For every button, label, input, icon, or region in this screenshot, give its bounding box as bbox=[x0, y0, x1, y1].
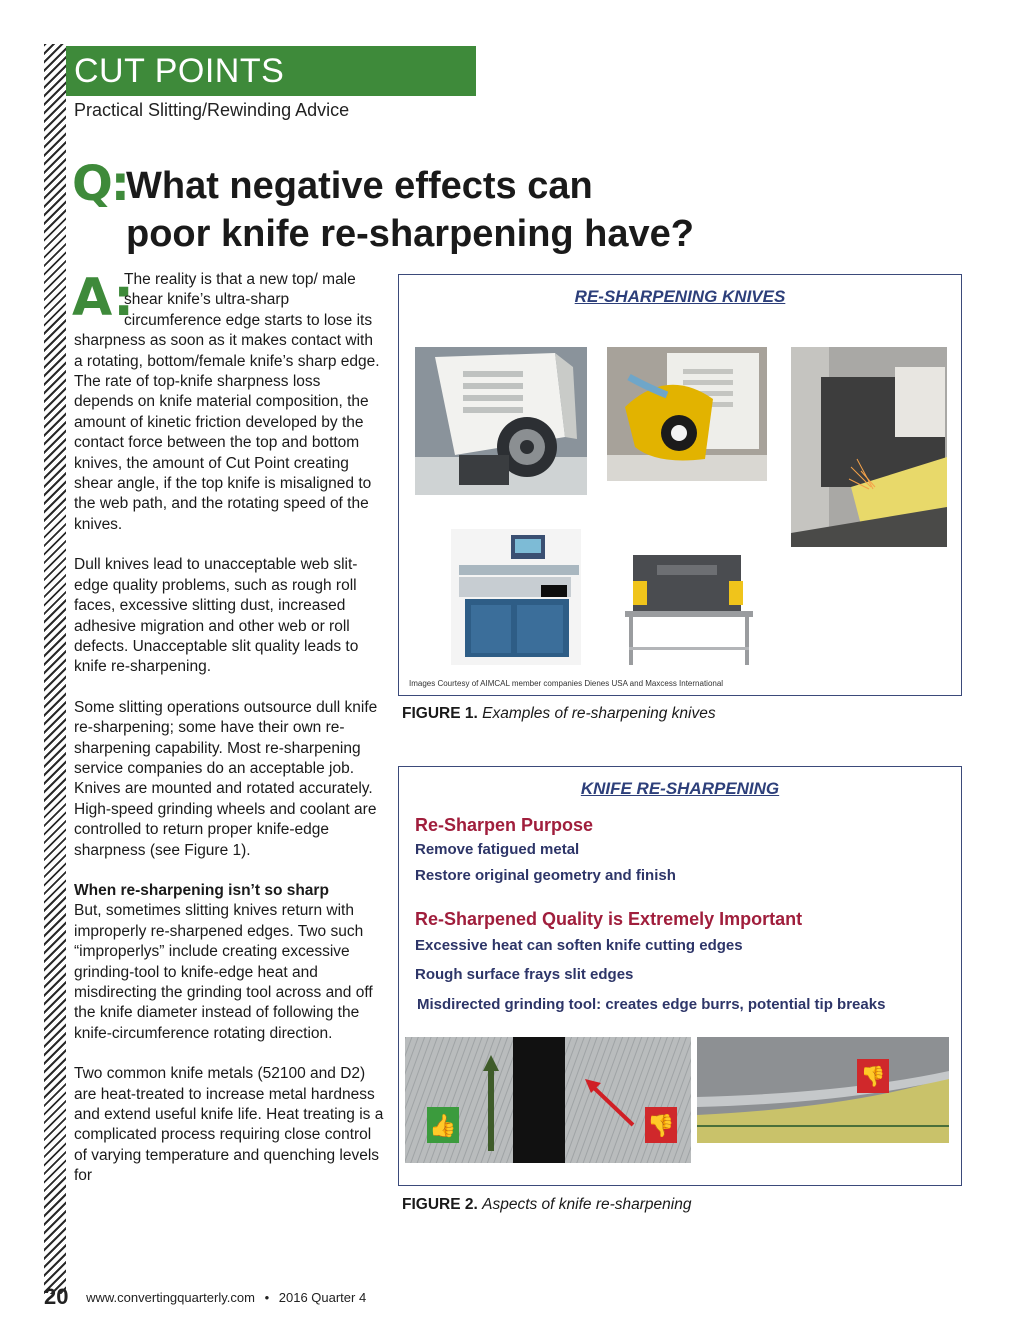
photo-blade-sharpening-system bbox=[619, 551, 759, 667]
photo-blue-grinding-machine bbox=[451, 529, 581, 665]
page-footer bbox=[44, 1284, 366, 1310]
footer-site: www.convertingquarterly.com bbox=[86, 1290, 255, 1305]
subhead-re-sharpening: When re-sharpening isn’t so sharp bbox=[74, 881, 329, 899]
figure-1-caption-label: FIGURE 1. bbox=[402, 705, 478, 722]
question-line-2: poor knife re-sharpening have? bbox=[126, 213, 694, 255]
purpose-item-2: Restore original geometry and finish bbox=[415, 867, 676, 884]
photo-grinding-wheel bbox=[791, 347, 947, 547]
paragraph-3: Some slitting operations outsource dull knife re-sharpening; some have their own re-sharpening capability. Most re-sharpening service companies do an acceptable job. Knives are mounted and rotated accurately. High-speed grinding wheels and coolant are controlled to return proper knife-edge sharpness (see Figure 1). bbox=[74, 698, 378, 859]
paragraph-4: But, sometimes slitting knives return with improperly re-sharpened edges. Two such “improperlys” include creating excessive grinding-tool to knife-edge heat and misdirecting the grinding tool across and off the knife diameter instead of following the knife-circumference rotating direction. bbox=[74, 902, 373, 1042]
purpose-item-1: Remove fatigued metal bbox=[415, 841, 580, 858]
figure-2-caption bbox=[402, 1196, 691, 1214]
photo-yellow-grinder bbox=[607, 347, 767, 481]
paragraph-2: Dull knives lead to unacceptable web slit-edge quality problems, such as rough roll faces, excessive slitting dust, increased adhesive migration and other web or roll defects. Unacceptable slit quality leads to knife re-sharpening. bbox=[74, 556, 359, 676]
figure-2-heading: KNIFE RE-SHARPENING bbox=[580, 779, 780, 798]
quality-title: Re-Sharpened Quality is Extremely Important bbox=[415, 909, 803, 929]
section-subtitle: Practical Slitting/Rewinding Advice bbox=[74, 100, 350, 120]
figure-1-credit: Images Courtesy of AIMCAL member companies Dienes USA and Maxcess International bbox=[409, 679, 724, 688]
photo-sharpening-unit bbox=[415, 347, 587, 495]
question-heading bbox=[126, 162, 826, 258]
paragraph-4-block bbox=[74, 881, 384, 1044]
thumbs-down-icon-2: 👎 bbox=[860, 1064, 886, 1088]
purpose-title: Re-Sharpen Purpose bbox=[415, 815, 594, 835]
thumbs-down-icon: 👎 bbox=[647, 1114, 675, 1139]
paragraph-5: Two common knife metals (52100 and D2) are heat-treated to increase metal hardness and extend useful knife life. Heat treating is a complicated process requiring close control of varying temperature and quenching levels for bbox=[74, 1065, 384, 1185]
figure-2-caption-text: Aspects of knife re-sharpening bbox=[482, 1196, 692, 1213]
quality-item-1: Excessive heat can soften knife cutting edges bbox=[415, 937, 743, 954]
figure-1-box bbox=[398, 274, 962, 696]
hatched-margin-stripe bbox=[44, 44, 66, 1294]
section-banner: CUT POINTS bbox=[66, 46, 476, 96]
paragraph-1: The reality is that a new top/ male shear knife’s ultra-sharp circumference edge starts to lose its sharpness as soon as it makes contact with a rotating, bottom/female knife’s sharp edge. The rate of top-knife sharpness loss depends on knife material composition, the amount of kinetic friction developed by the contact force between the top and bottom knives, the amount of Cut Point creating shear angle, if the top knife is misaligned to the web path, and the rotating speed of the knives. bbox=[74, 271, 380, 533]
figure-1-caption bbox=[402, 705, 716, 723]
figure-2-caption-label: FIGURE 2. bbox=[402, 1196, 478, 1213]
figure-1-heading: RE-SHARPENING KNIVES bbox=[574, 287, 786, 306]
figure-1-caption-text: Examples of re-sharpening knives bbox=[482, 705, 716, 722]
quality-item-3: Misdirected grinding tool: creates edge burrs, potential tip breaks bbox=[417, 996, 886, 1013]
photo-edge-closeup bbox=[405, 1037, 691, 1163]
page-number: 20 bbox=[44, 1284, 69, 1309]
answer-mark-label: A: bbox=[72, 268, 135, 328]
question-mark-label: Q: bbox=[72, 156, 128, 212]
photo-blade-edge bbox=[697, 1037, 949, 1143]
question-line-1: What negative effects can bbox=[126, 165, 593, 207]
footer-issue: 2016 Quarter 4 bbox=[278, 1290, 367, 1305]
footer-separator: • bbox=[264, 1290, 270, 1305]
thumbs-up-icon: 👍 bbox=[429, 1114, 457, 1139]
figure-2-box bbox=[398, 766, 962, 1186]
quality-item-2: Rough surface frays slit edges bbox=[415, 966, 634, 983]
article-body bbox=[74, 270, 384, 1207]
